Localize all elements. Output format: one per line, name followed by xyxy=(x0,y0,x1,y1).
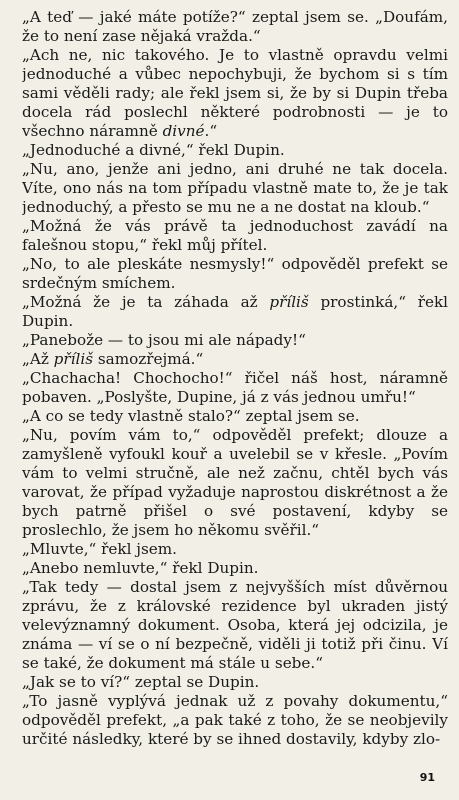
paragraph-4 xyxy=(22,160,448,217)
paragraph-16-text: „Jak se to ví?“ zeptal se Dupin. xyxy=(22,673,260,691)
paragraph-2 xyxy=(22,46,448,141)
paragraph-7-text-a: „Možná že je ta záhada až xyxy=(22,293,270,311)
paragraph-9 xyxy=(22,350,448,369)
paragraph-9-text-a: „Až xyxy=(22,350,54,368)
paragraph-1 xyxy=(22,8,448,46)
paragraph-6-text: „No, to ale pleskáte nesmysly!“ odpověděl prefekt se srdečným smíchem. xyxy=(22,255,448,292)
paragraph-17-text: „To jasně vyplývá jednak už z povahy dokumentu,“ odpověděl prefekt, „a pak také z toho, že se neobjevily určité následky, které by se ihned dostavily, kdyby zlo- xyxy=(22,692,448,748)
paragraph-13 xyxy=(22,540,448,559)
paragraph-2-italic-word: divné xyxy=(162,122,205,140)
paragraph-6 xyxy=(22,255,448,293)
paragraph-1-text: „A teď — jaké máte potíže?“ zeptal jsem se. „Doufám, že to není zase nějaká vražda.“ xyxy=(22,8,448,45)
paragraph-9-text-b: samozřejmá.“ xyxy=(93,350,204,368)
paragraph-10-text: „Chachacha! Chochocho!“ řičel náš host, náramně pobaven. „Poslyšte, Dupine, já z vás jednou umřu!“ xyxy=(22,369,448,406)
paragraph-14-text: „Anebo nemluvte,“ řekl Dupin. xyxy=(22,559,259,577)
paragraph-4-text: „Nu, ano, jenže ani jedno, ani druhé ne tak docela. Víte, ono nás na tom případu vlastně mate to, že je tak jednoduchý, a přesto se mu ne a ne dostat na kloub.“ xyxy=(22,160,448,216)
paragraph-3 xyxy=(22,141,448,160)
paragraph-17 xyxy=(22,692,448,749)
paragraph-9-italic-word: příliš xyxy=(53,350,94,368)
paragraph-8-text: „Panebože — to jsou mi ale nápady!“ xyxy=(22,331,306,349)
paragraph-10 xyxy=(22,369,448,407)
paragraph-12-text: „Nu, povím vám to,“ odpověděl prefekt; dlouze a zamyšleně vyfoukl kouř a uvelebil se v křesle. „Povím vám to velmi stručně, ale než začnu, chtěl bych vás varovat, že případ vyžaduje naprostou diskrétnost a že bych patrně přišel o své postavení, kdyby se proslechlo, že jsem ho někomu svěřil.“ xyxy=(22,426,448,539)
paragraph-5 xyxy=(22,217,448,255)
paragraph-15 xyxy=(22,578,448,673)
paragraph-11-text: „A co se tedy vlastně stalo?“ zeptal jsem se. xyxy=(22,407,360,425)
paragraph-14 xyxy=(22,559,448,578)
paragraph-13-text: „Mluvte,“ řekl jsem. xyxy=(22,540,178,558)
page-text xyxy=(22,8,448,749)
paragraph-15-text: „Tak tedy — dostal jsem z nejvyšších míst důvěrnou zprávu, že z královské rezidence byl ukraden jistý velevýznamný dokument. Osoba, která jej odcizila, je známa — ví se o ní bezpečně, viděli ji totiž při činu. Ví se také, že dokument má stále u sebe.“ xyxy=(22,578,448,672)
paragraph-2-text-b: .“ xyxy=(204,122,218,140)
paragraph-11 xyxy=(22,407,448,426)
paragraph-16 xyxy=(22,673,448,692)
paragraph-7-text-b: prostinká,“ řekl Dupin. xyxy=(22,293,448,330)
paragraph-2-text-a: „Ach ne, nic takového. Je to vlastně opravdu velmi jednoduché a vůbec nepochybuji, že bychom si s tím sami věděli rady; ale řekl jsem si, že by si Dupin třeba docela rád poslechl některé podrobnosti — je to všechno náramně xyxy=(22,46,448,140)
paragraph-7 xyxy=(22,293,448,331)
book-page xyxy=(22,8,448,800)
paragraph-12 xyxy=(22,426,448,540)
paragraph-7-italic-word: příliš xyxy=(269,293,309,311)
paragraph-5-text: „Možná že vás právě ta jednoduchost zavádí na falešnou stopu,“ řekl můj přítel. xyxy=(22,217,448,254)
page-number: 91 xyxy=(419,771,435,784)
paragraph-3-text: „Jednoduché a divné,“ řekl Dupin. xyxy=(22,141,285,159)
paragraph-8 xyxy=(22,331,448,350)
